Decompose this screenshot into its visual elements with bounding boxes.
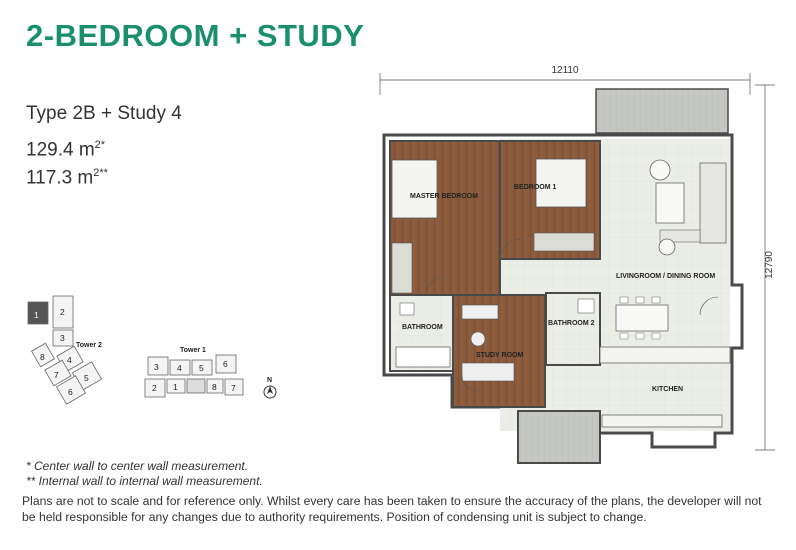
area-center-wall: 129.4 $m^{2*}$ bbox=[26, 139, 106, 161]
bedroom1-label: BEDROOM 1 bbox=[514, 184, 557, 191]
kitchen-island bbox=[600, 347, 730, 363]
page-title: 2-BEDROOM + STUDY bbox=[26, 18, 365, 53]
floor-plan bbox=[370, 55, 780, 475]
width-label: 12110 bbox=[551, 65, 579, 76]
master-wardrobe bbox=[392, 243, 412, 293]
area-internal-wall: 117.3 $m^{2**}$ bbox=[26, 167, 108, 189]
tower2-label: Tower 2 bbox=[76, 342, 102, 349]
study-desk bbox=[462, 305, 498, 319]
service-yard bbox=[518, 411, 600, 463]
bathtub bbox=[396, 347, 450, 367]
tower2-unit-2-label: 2 bbox=[60, 307, 65, 317]
study-chair bbox=[471, 332, 485, 346]
bedroom1-bed bbox=[536, 159, 586, 207]
living-dining-label: LIVINGROOM / DINING ROOM bbox=[616, 273, 716, 280]
tower2-unit-6-label: 6 bbox=[68, 387, 73, 397]
tower1-unit-6-label: 6 bbox=[223, 359, 228, 369]
tower1-unit-8-label: 8 bbox=[212, 382, 217, 392]
bathroom2-label: BATHROOM 2 bbox=[548, 320, 595, 327]
study-room-label: STUDY ROOM bbox=[476, 352, 524, 359]
bedroom1-wardrobe bbox=[534, 233, 594, 251]
tower2-unit-7-label: 7 bbox=[54, 370, 59, 380]
kitchen-label: KITCHEN bbox=[652, 386, 684, 393]
study-shelf bbox=[462, 363, 514, 381]
tower1-label: Tower 1 bbox=[180, 347, 206, 354]
tower1-unit-5-label: 5 bbox=[199, 363, 204, 373]
tower1-unit-4-label: 4 bbox=[177, 363, 182, 373]
disclaimer: Plans are not to scale and for reference only. Whilst every care has been taken to ensure the accuracy of the plans, the developer will not be held responsible for any changes due to authority requirements. Position of condensing unit is subject to change. bbox=[22, 494, 762, 524]
bathroom2-vanity bbox=[578, 299, 594, 313]
note-internal-wall: ** Internal wall to internal wall measurement. bbox=[26, 474, 263, 488]
compass-icon bbox=[264, 386, 276, 398]
tower2-unit-1-label: 1 bbox=[34, 310, 39, 320]
tower2-unit-4-label: 4 bbox=[67, 355, 72, 365]
key-plan bbox=[20, 290, 300, 420]
kitchen-counter bbox=[602, 415, 722, 427]
unit-type: Type 2B + Study 4 bbox=[26, 103, 182, 124]
bathroom-label: BATHROOM bbox=[402, 324, 443, 331]
compass-label: N bbox=[267, 377, 273, 384]
tower2-unit-8-label: 8 bbox=[40, 352, 45, 362]
tower1-unit-1-label: 1 bbox=[173, 382, 178, 392]
tower1-unit-3-label: 3 bbox=[154, 362, 159, 372]
tower2-unit-5-label: 5 bbox=[84, 373, 89, 383]
note-center-wall: * Center wall to center wall measurement. bbox=[26, 459, 249, 473]
tower1-unit-2-label: 2 bbox=[152, 383, 157, 393]
tower1-unit-7-label: 7 bbox=[231, 383, 236, 393]
height-label: 12790 bbox=[764, 251, 775, 279]
master-bed bbox=[392, 160, 437, 218]
bathroom-vanity bbox=[400, 303, 414, 315]
balcony bbox=[596, 89, 728, 133]
tower1-core bbox=[187, 379, 205, 393]
master-bedroom-label: MASTER BEDROOM bbox=[410, 193, 479, 200]
tower2-unit-3-label: 3 bbox=[60, 333, 65, 343]
